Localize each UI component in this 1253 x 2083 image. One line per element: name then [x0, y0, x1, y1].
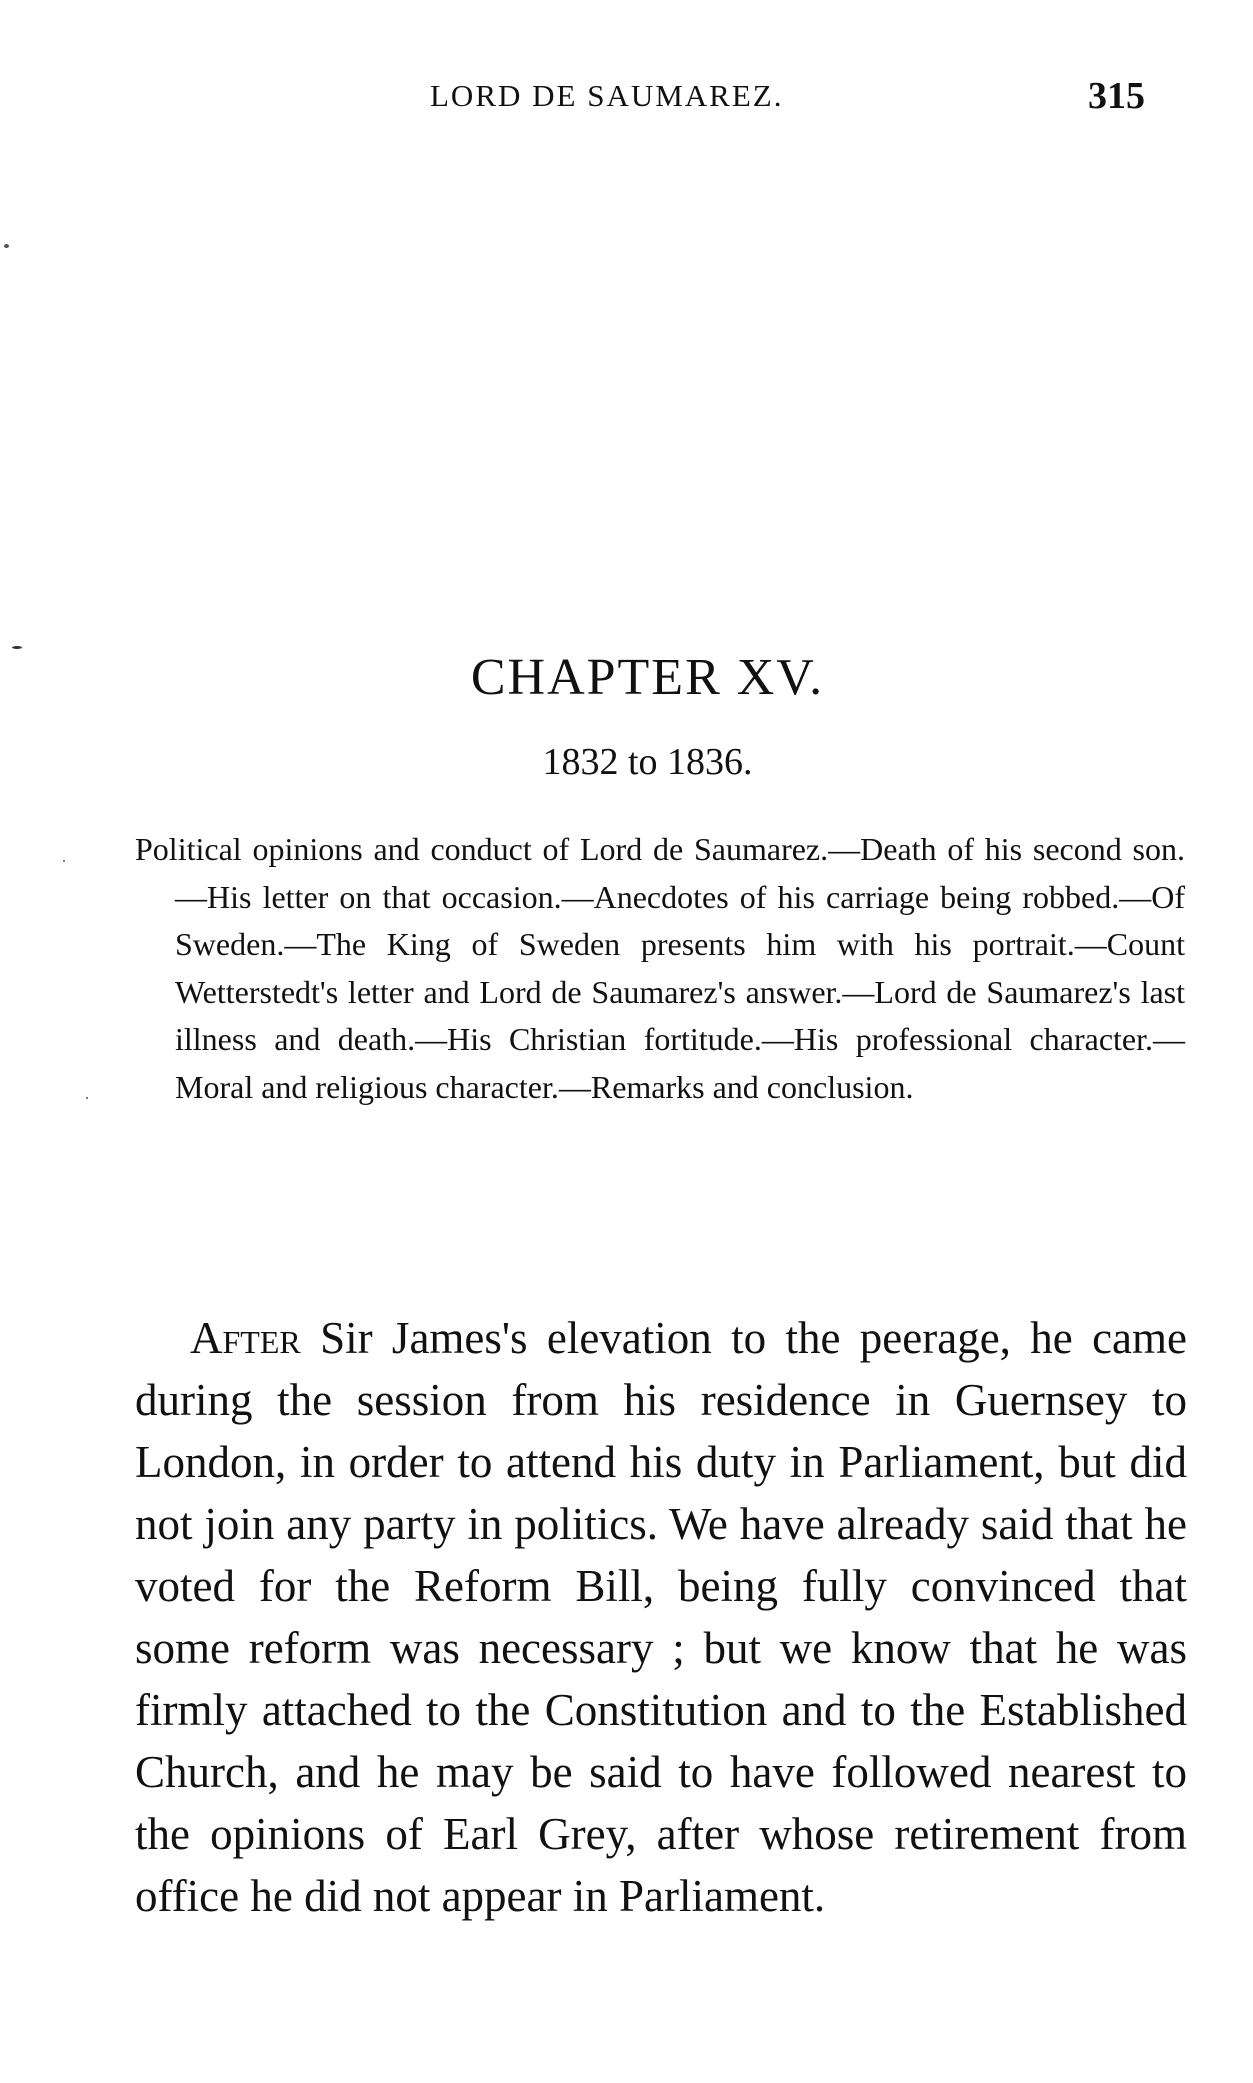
page-number: 315 — [1088, 75, 1145, 117]
opening-word: After — [190, 1313, 301, 1363]
running-head: LORD DE SAUMAREZ. — [430, 78, 784, 113]
scan-speck — [63, 860, 65, 862]
chapter-title: CHAPTER XV. — [470, 649, 825, 706]
scan-speck — [86, 1097, 88, 1099]
chapter-synopsis: Political opinions and conduct of Lord de Saumarez.—Death of his second son.—His letter on that occasion.—Anecdotes of his carriage being robbed.—Of Sweden.—The King of Sweden presents him with his portrait.—Count Wetterstedt's letter and Lord de Saumarez's answer.—Lord de Saumarez's last illness and death.—His Christian fortitude.—His professional character.—Moral and religious character.—Remarks and conclusion. — [135, 831, 1185, 1105]
body-paragraph — [135, 1307, 1187, 1927]
paragraph-text: Sir James's elevation to the peerage, he came during the session from his residence in Guernsey to London, in order to attend his duty in Parliament, but did not join any party in politics. We have already said that he voted for the Reform Bill, being fully convinced that some reform was necessary ; but we know that he was firmly attached to the Constitution and to the Established Church, and he may be said to have followed nearest to the opinions of Earl Grey, after whose retirement from office he did not appear in Parliament. — [135, 1313, 1187, 1921]
scan-speck — [4, 244, 9, 248]
scan-speck — [12, 646, 22, 649]
chapter-dates: 1832 to 1836. — [542, 741, 753, 783]
